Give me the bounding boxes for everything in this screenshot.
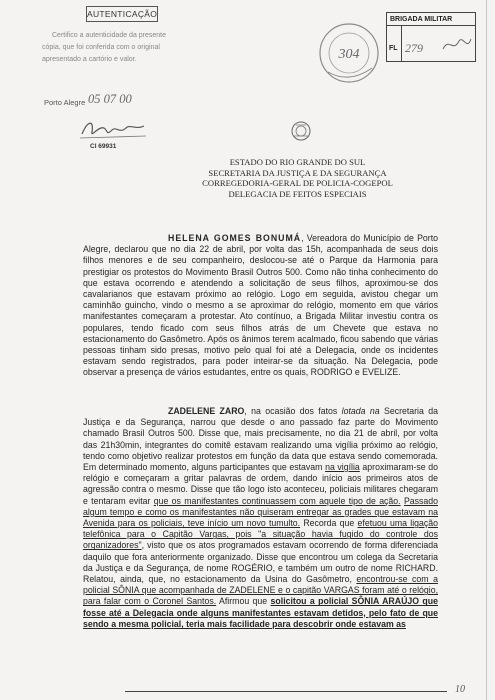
signature-icon — [78, 116, 148, 142]
underlined-text: efetuou uma ligação telefônica para o Capitão Vargas, pois "a situação havia fugido do controle dos organizadores" — [83, 518, 438, 551]
underlined-text: Passado algum tempo e como os manifestantes não quiseram entregar as grades que estavam na Avenida para os policiais, teve início um novo tumulto. — [83, 495, 438, 529]
witness-name: HELENA GOMES BONUMÁ — [168, 233, 302, 243]
stamp-line: Certifico a autenticidade da presente — [52, 32, 167, 39]
testimony-paragraph-1 — [83, 233, 438, 379]
underlined-text: solicitou a policial SÔNIA ARAÚJO que fosse até a Delegacia onde alguns manifestantes estavam detidos, pelo fato de que sendo a mesma policial, teria mais facilidade para descobrir onde estavam as — [83, 596, 438, 629]
initials-icon — [441, 33, 473, 57]
letterhead-secretariat: SECRETARIA DA JUSTIÇA E DA SEGURANÇA — [208, 167, 387, 178]
paragraph-text: , Vereadora do Município de Porto Alegre, declarou que no dia 22 de abril, por volta das 15h, acompanhada de seus dois filhos menores e de seu companheiro, deslocou-se até o Parque da Harmonia para prestigiar os protestos do Movimento Brasil Outros 500. Como não tinha conhecimento do que estava ocorrendo e atendendo a solicitação de seus filhos, aproximou-se dos cavalarianos que estavam próximo ao relógio. Logo em seguida, avistou chegar um caminhão guincho, vindo o mesmo a se aproximar do relógio, momento em que vários manifestantes começaram a protestar. Ato contínuo, a Brigada Militar investiu contra os populares, tendo ficado com seus filhos atrás de um Chevete que estava no estacionamento do Gasômetro. Após os ânimos terem acalmado, ficou sabendo que várias pessoas tinham sido presas, motivo pelo qual foi até a Delegacia, onde os incidentes estavam sendo registrados, para poder inteirar-se da situação. Na Delegacia, pode observar a presença de vários estudantes, entre os quais, RODRIGO e EVELIZE. — [83, 233, 438, 378]
stamp-line: apresentado a cartório e valor. — [42, 56, 137, 63]
brigada-page-number: 279 — [405, 41, 423, 55]
court-seal-icon — [318, 22, 380, 84]
brigada-title: BRIGADA MILITAR — [387, 13, 475, 26]
page-mark: 10 — [455, 684, 465, 695]
testimony-paragraph-2 — [83, 406, 438, 630]
letterhead — [180, 157, 415, 199]
paragraph-text: Recorda que — [300, 518, 358, 529]
underlined-text: encontrou-se com a policial SÔNIA que acompanhada de ZADELENE e o capitão VARGAS foram até o relógio, para falar com o Coronel Santos. — [83, 574, 438, 607]
stamp-place: Porto Alegre — [44, 98, 86, 107]
brigada-divider — [387, 26, 402, 61]
stamp-code: Cl 69931 — [90, 143, 117, 150]
state-crest-icon — [290, 120, 312, 142]
underlined-text: que os manifestantes continuassem com aquele tipo de ação. — [153, 495, 401, 506]
paragraph-text: Afirmou que — [216, 596, 271, 607]
brigada-fl-label: FL — [389, 45, 398, 52]
stamp-line: cópia, que foi conferida com o original — [42, 44, 160, 51]
paragraph-text: lotada na — [341, 406, 380, 416]
letterhead-state: ESTADO DO RIO GRANDE DO SUL — [229, 157, 366, 167]
paragraph-text: , visto que os atos programados estavam ocorrendo de forma diferenciada daquilo que fora anteriormente organizado. Disse que encontrou um colega da Secretaria da Justiça e da Segurança, de nome ROGÉRIO, e também um outro de nome RICHARD. Relatou, ainda, que, no estacionamento da Usina do Gasômetro, — [83, 540, 438, 585]
brigada-militar-box — [386, 12, 476, 62]
letterhead-corregedoria: CORREGEDORIA-GERAL DE POLICIA-COGEPOL — [202, 178, 393, 189]
stamp-date: 05 07 00 — [88, 92, 132, 106]
bottom-rule — [125, 691, 447, 692]
paragraph-text: Secretaria da Justiça e da Segurança, narrou que desde o ano passado faz parte do Movimento chamado Brasil Outros 500. Disse que, mais precisamente, no dia 21 de abril, por volta das 21h30min, integrantes do comitê estavam realizando uma vigília próximo ao relógio, tendo como objetivo realizar protestos em função da data que estava sendo comemorada. Em determinado momento, alguns participantes que estavam — [83, 406, 438, 473]
paragraph-text: , na ocasião dos fatos — [244, 406, 342, 416]
authentication-stamp — [42, 6, 192, 148]
witness-name: ZADELENE ZARO — [168, 406, 245, 416]
seal-number: 304 — [338, 47, 360, 62]
letterhead-delegacia: DELEGACIA DE FEITOS ESPECIAIS — [228, 188, 367, 199]
paragraph-text: aproximaram-se do relógio e começaram a gritar palavras de ordem, dando início aos primeiros atos de agressão contra o mesmo. Disse que tão logo isto aconteceu, policiais militares chegaram e tentaram evitar — [83, 462, 438, 506]
stamp-title: AUTENTICAÇÃO — [86, 6, 158, 22]
scan-edge-line — [486, 0, 487, 700]
underlined-text: na vigília — [325, 462, 360, 473]
